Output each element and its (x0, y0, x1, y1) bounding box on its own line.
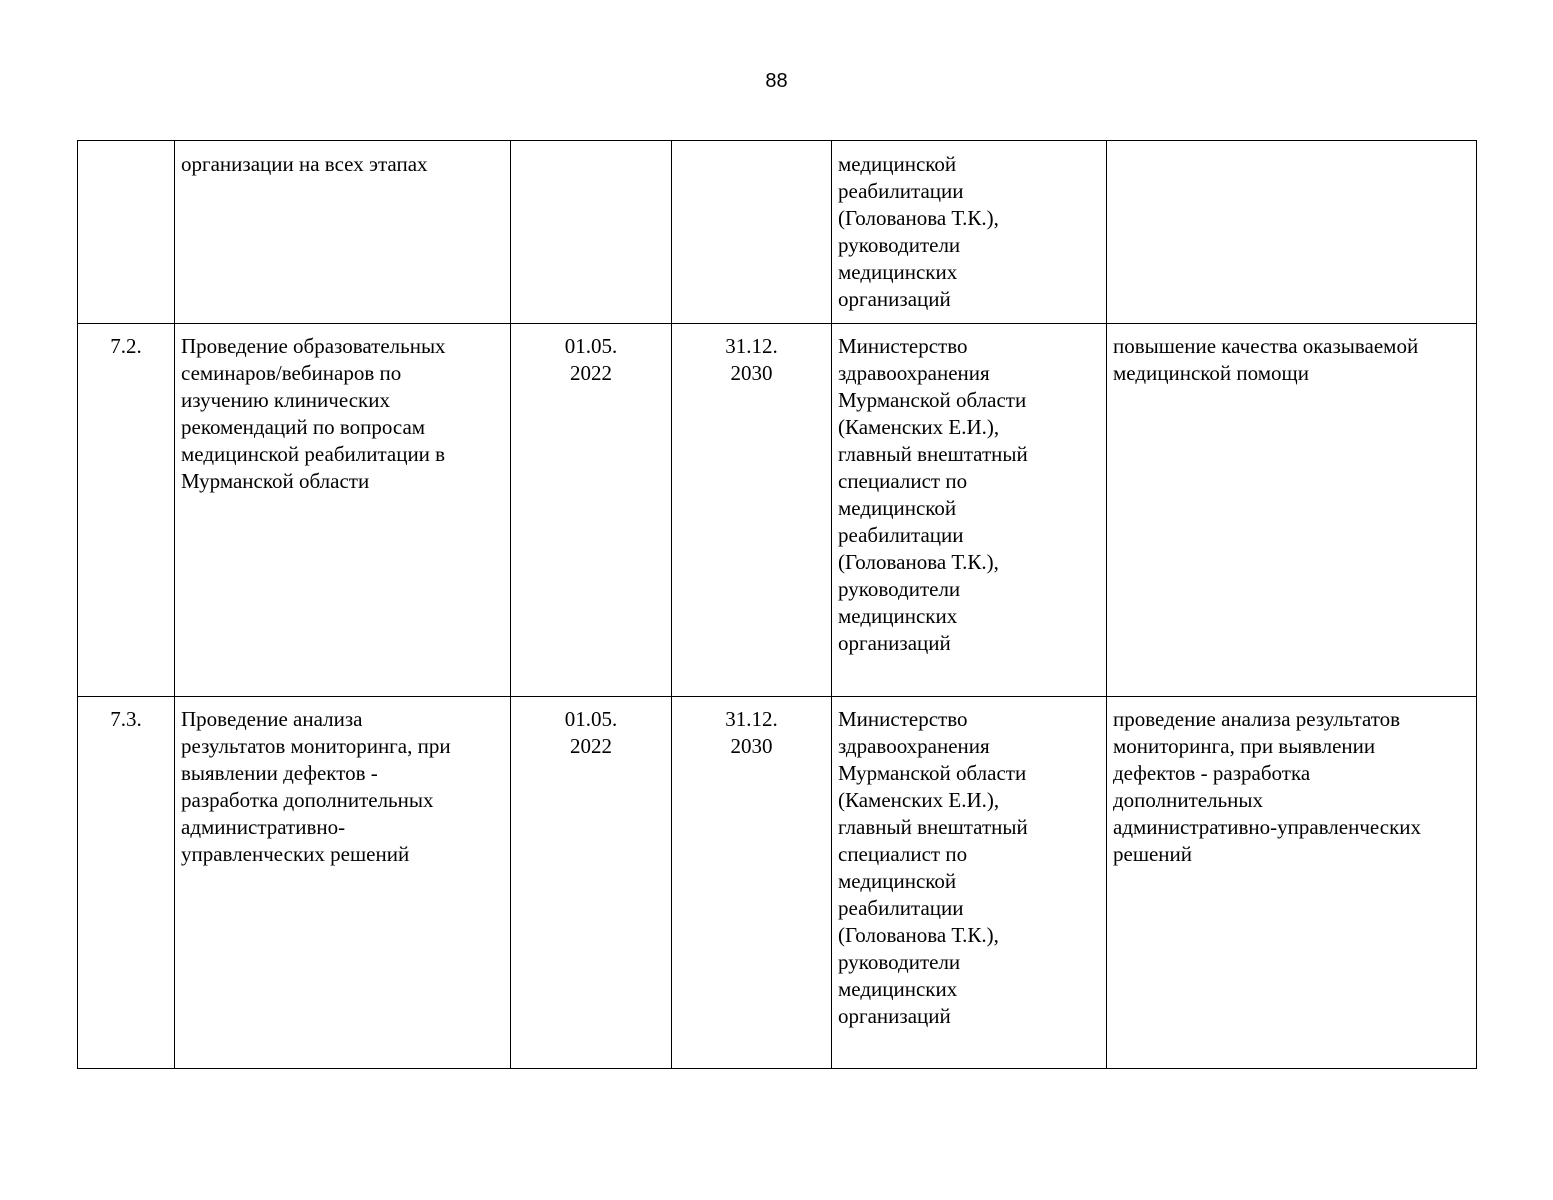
result-cell (1107, 141, 1477, 324)
start-date-line: 01.05. (564, 334, 618, 358)
responsible-line: главный внештатный (838, 815, 1028, 839)
activity-line: выявлении дефектов - (181, 761, 378, 785)
result-line: дополнительных (1113, 788, 1264, 812)
result-cell (1107, 697, 1477, 1069)
responsible-cell (832, 324, 1107, 697)
item-number-cell: 7.2. (78, 324, 175, 697)
activity-line: медицинской реабилитации в (181, 442, 446, 466)
responsible-line: руководители (838, 577, 961, 601)
result-line: повышение качества оказываемой (1113, 334, 1419, 358)
activity-line: Мурманской области (181, 469, 370, 493)
responsible-cell (832, 141, 1107, 324)
start-date-line: 2022 (570, 734, 612, 758)
activity-line: административно- (181, 815, 346, 839)
end-date-line: 31.12. (725, 707, 778, 731)
result-cell (1107, 324, 1477, 697)
end-date-line: 31.12. (725, 334, 778, 358)
activity-cell (175, 324, 511, 697)
responsible-line: реабилитации (838, 896, 964, 920)
responsible-line: здравоохранения (838, 361, 990, 385)
responsible-line: медицинской (838, 152, 957, 176)
table-row (78, 141, 1477, 324)
end-date-line: 2030 (730, 361, 773, 385)
result-line: административно-управленческих (1113, 815, 1422, 839)
activity-line: организации на всех этапах (181, 152, 428, 176)
responsible-line: (Голованова Т.К.), (838, 923, 999, 947)
activity-line: Проведение образовательных (181, 334, 446, 358)
activity-line: управленческих решений (181, 842, 410, 866)
responsible-line: Министерство (838, 707, 968, 731)
table-row (78, 697, 1477, 1069)
responsible-line: организаций (838, 631, 951, 655)
responsible-cell (832, 697, 1107, 1069)
activity-cell (175, 697, 511, 1069)
responsible-line: реабилитации (838, 179, 964, 203)
activity-line: рекомендаций по вопросам (181, 415, 426, 439)
responsible-line: (Каменских Е.И.), (838, 415, 1000, 439)
end-date-line: 2030 (730, 734, 773, 758)
responsible-line: медицинской (838, 496, 957, 520)
responsible-line: организаций (838, 1004, 951, 1028)
activity-line: результатов мониторинга, при (181, 734, 451, 758)
responsible-line: здравоохранения (838, 734, 990, 758)
responsible-line: специалист по (838, 842, 968, 866)
responsible-line: главный внештатный (838, 442, 1028, 466)
table-body (78, 141, 1477, 1069)
responsible-line: медицинских (838, 604, 958, 628)
responsible-line: (Каменских Е.И.), (838, 788, 1000, 812)
start-date-cell (511, 697, 672, 1069)
responsible-line: организаций (838, 287, 951, 311)
start-date-cell (511, 141, 672, 324)
responsible-line: Министерство (838, 334, 968, 358)
result-line: проведение анализа результатов (1113, 707, 1401, 731)
item-number-cell: 7.3. (78, 697, 175, 1069)
end-date-cell (672, 697, 832, 1069)
responsible-line: специалист по (838, 469, 968, 493)
result-line: дефектов - разработка (1113, 761, 1311, 785)
responsible-line: медицинской (838, 869, 957, 893)
responsible-line: реабилитации (838, 523, 964, 547)
page-number: 88 (765, 70, 788, 92)
end-date-cell (672, 141, 832, 324)
responsible-line: Мурманской области (838, 388, 1027, 412)
activity-cell (175, 141, 511, 324)
start-date-cell (511, 324, 672, 697)
activity-line: семинаров/вебинаров по (181, 361, 402, 385)
result-line: мониторинга, при выявлении (1113, 734, 1376, 758)
responsible-line: Мурманской области (838, 761, 1027, 785)
responsible-line: медицинских (838, 260, 958, 284)
end-date-cell (672, 324, 832, 697)
responsible-line: медицинских (838, 977, 958, 1001)
activity-line: изучению клинических (181, 388, 390, 412)
start-date-line: 01.05. (564, 707, 618, 731)
activity-line: Проведение анализа (181, 707, 363, 731)
activity-line: разработка дополнительных (181, 788, 434, 812)
start-date-line: 2022 (570, 361, 612, 385)
responsible-line: (Голованова Т.К.), (838, 550, 999, 574)
responsible-line: руководители (838, 233, 961, 257)
result-line: решений (1113, 842, 1193, 866)
item-number-cell (78, 141, 175, 324)
activity-plan-table (77, 140, 1477, 1069)
responsible-line: (Голованова Т.К.), (838, 206, 999, 230)
table-row (78, 324, 1477, 697)
responsible-line: руководители (838, 950, 961, 974)
result-line: медицинской помощи (1113, 361, 1309, 385)
